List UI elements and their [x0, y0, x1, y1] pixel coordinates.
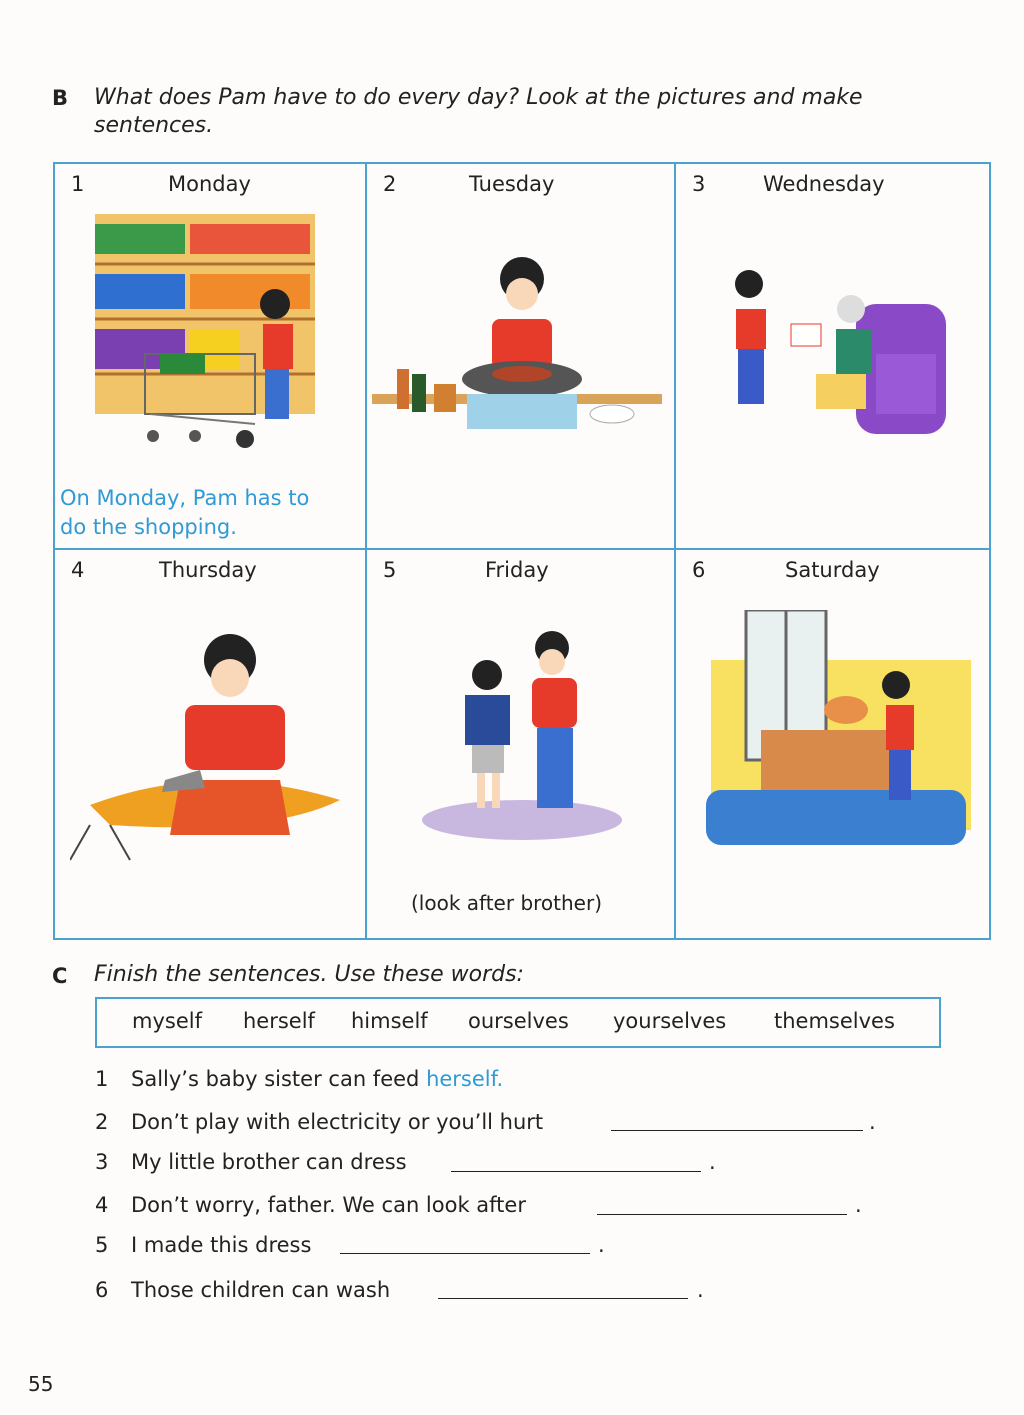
word-option: myself [132, 1009, 202, 1033]
ironing-illustration [70, 630, 350, 870]
section-b-instruction-line2: sentences. [94, 113, 214, 138]
answer-blank[interactable] [451, 1171, 701, 1172]
grid-cell-friday [367, 550, 676, 938]
sentence-text [131, 1067, 503, 1091]
cooking-illustration [372, 254, 667, 454]
period: . [869, 1110, 876, 1134]
sentence-number: 4 [95, 1193, 109, 1217]
picture-grid [53, 162, 991, 940]
sentence-prompt: Sally’s baby sister can feed [131, 1067, 420, 1091]
sentence-1 [95, 1067, 695, 1097]
answer-blank[interactable] [611, 1130, 863, 1131]
section-c-instruction: Finish the sentences. Use these words: [94, 962, 524, 987]
sentence-4 [95, 1193, 895, 1223]
cell-number: 4 [71, 558, 85, 582]
example-line1: On Monday, Pam has to [60, 486, 310, 510]
word-option: yourselves [613, 1009, 727, 1033]
cell-day: Tuesday [469, 172, 555, 196]
cell-number: 2 [383, 172, 397, 196]
example-line2: do the shopping. [60, 515, 237, 539]
sentence-5 [95, 1233, 895, 1263]
period: . [709, 1150, 716, 1174]
dusting-illustration [701, 610, 976, 850]
section-b-letter: B [52, 86, 69, 110]
brother-illustration [417, 630, 627, 850]
cell-day: Friday [485, 558, 549, 582]
word-option: themselves [774, 1009, 895, 1033]
word-box [95, 997, 941, 1048]
grid-cell-monday [55, 164, 367, 550]
sentence-2 [95, 1110, 895, 1140]
sentence-text: I made this dress [131, 1233, 312, 1257]
cell-number: 1 [71, 172, 85, 196]
sentence-number: 2 [95, 1110, 109, 1134]
sentence-number: 3 [95, 1150, 109, 1174]
word-option: herself [243, 1009, 315, 1033]
example-sentence [60, 484, 309, 542]
cell-day: Wednesday [763, 172, 885, 196]
page-number: 55 [28, 1372, 54, 1396]
sentence-3 [95, 1150, 895, 1180]
cell-number: 6 [692, 558, 706, 582]
shopping-illustration [95, 214, 325, 454]
cell-day: Saturday [785, 558, 880, 582]
period: . [598, 1233, 605, 1257]
sentence-text: Those children can wash [131, 1278, 391, 1302]
answer-blank[interactable] [597, 1214, 847, 1215]
word-option: himself [351, 1009, 428, 1033]
answer-blank[interactable] [438, 1298, 688, 1299]
sentence-answer: herself. [426, 1067, 504, 1091]
sentence-6 [95, 1278, 895, 1308]
section-c-letter: C [52, 964, 68, 988]
sentence-text: My little brother can dress [131, 1150, 407, 1174]
section-b-instruction-line1: What does Pam have to do every day? Look at the pictures and make [94, 85, 863, 110]
grid-cell-thursday [55, 550, 367, 938]
grid-cell-wednesday [676, 164, 989, 550]
sentence-number: 6 [95, 1278, 109, 1302]
hint-text: (look after brother) [411, 891, 603, 915]
cell-day: Thursday [159, 558, 257, 582]
word-option: ourselves [468, 1009, 569, 1033]
cell-number: 5 [383, 558, 397, 582]
sentence-number: 5 [95, 1233, 109, 1257]
sentence-text: Don’t play with electricity or you’ll hurt [131, 1110, 544, 1134]
period: . [855, 1193, 862, 1217]
gift-illustration [726, 264, 956, 464]
sentence-text: Don’t worry, father. We can look after [131, 1193, 526, 1217]
period: . [697, 1278, 704, 1302]
grid-cell-tuesday [367, 164, 676, 550]
cell-number: 3 [692, 172, 706, 196]
answer-blank[interactable] [340, 1253, 590, 1254]
grid-cell-saturday [676, 550, 989, 938]
cell-day: Monday [168, 172, 251, 196]
sentence-number: 1 [95, 1067, 109, 1091]
